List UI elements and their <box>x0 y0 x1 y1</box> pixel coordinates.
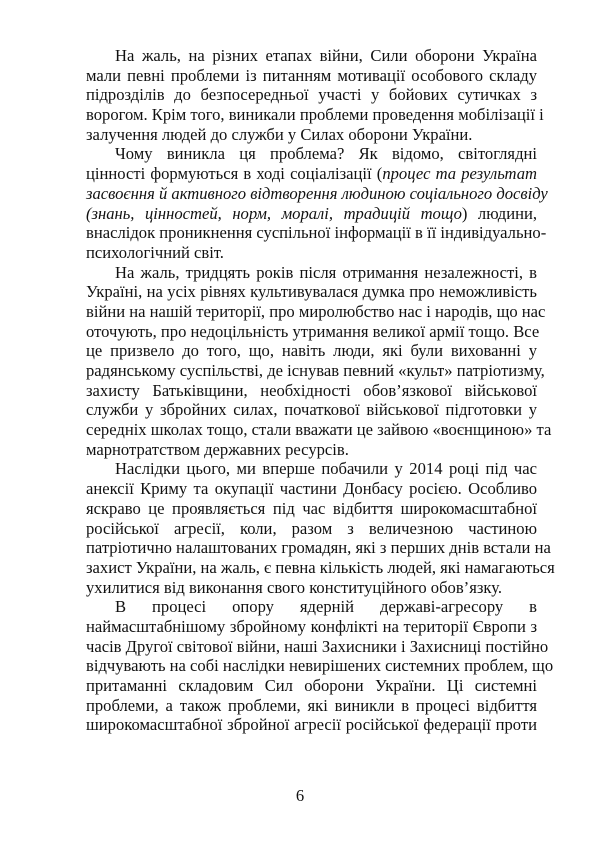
text-line <box>86 243 537 263</box>
text-line <box>86 479 537 499</box>
paragraph <box>86 144 548 262</box>
text-line <box>86 321 540 342</box>
text-line <box>86 499 537 519</box>
text-segment: ухилитися від виконання свого конституційного обов’язку. <box>86 577 502 597</box>
text-segment: притаманні складовим Сил оборони України. Ці системні <box>86 676 537 695</box>
paragraph <box>86 262 552 460</box>
text-line <box>86 204 537 224</box>
text-line <box>86 440 537 460</box>
document-body <box>86 46 555 735</box>
text-line <box>86 617 537 637</box>
text-line <box>86 85 537 105</box>
text-line <box>86 597 537 617</box>
text-line <box>86 400 537 420</box>
text-segment: анексії Криму та окупації частини Донбасу росією. Особливо <box>86 479 537 499</box>
text-segment: Наслідки цього, ми вперше побачили у 2014 році під час <box>115 459 537 479</box>
text-line <box>86 341 537 361</box>
text-segment: середніх школах тощо, стали вважати це зайвою «воєнщиною» та <box>86 420 552 440</box>
text-segment: відчувають на собі наслідки невирішених системних проблем, що <box>86 656 554 676</box>
text-line <box>86 164 537 184</box>
text-line <box>86 144 537 164</box>
text-line <box>86 519 537 539</box>
page-number: 6 <box>295 786 305 805</box>
text-segment: оточують, про недоцільність утримання великої армії тощо. Все <box>86 321 540 341</box>
text-segment: Чому виникла ця проблема? Як відомо, світоглядні <box>115 144 537 164</box>
text-segment: яскраво це проявляється під час відбиття широкомасштабної <box>86 498 537 518</box>
text-segment: російської агресії, коли, разом з величезною частиною <box>86 518 537 538</box>
text-segment: На жаль, тридцять років після отримання незалежності, в <box>115 262 537 282</box>
paragraph <box>86 459 555 597</box>
text-segment: мали певні проблеми із питанням мотивації особового складу <box>86 65 537 85</box>
text-segment: радянському суспільстві, де існував певний «культ» патріотизму, <box>86 361 545 380</box>
italic-text: (знань, цінностей, норм, моралі, традицій тощо <box>86 203 462 223</box>
text-line <box>86 46 537 66</box>
text-segment: війни на нашій території, про миролюбство нас і народів, що нас <box>86 301 546 321</box>
text-line <box>86 381 537 401</box>
text-line <box>86 183 548 204</box>
paragraph <box>86 46 544 144</box>
text-line <box>86 263 537 283</box>
text-segment: цінності формуються в ході соціалізації ( <box>86 164 383 184</box>
text-segment: служби у збройних силах, початкової військової підготовки у <box>86 400 537 420</box>
italic-text: процес та результат <box>382 164 537 184</box>
text-segment: це призвело до того, що, навіть люди, які були вихованні у <box>86 341 537 361</box>
text-segment: ) людини, <box>461 203 537 223</box>
text-segment: внаслідок проникнення суспільної інформації в її індивідуально- <box>86 223 547 243</box>
text-line <box>86 557 555 578</box>
text-segment: психологічний світ. <box>86 242 224 262</box>
text-line <box>86 676 537 696</box>
text-line <box>86 715 537 735</box>
italic-text: засвоєння й активного відтворення людиною соціального досвіду <box>86 183 548 203</box>
text-line <box>86 696 537 716</box>
text-segment: захист України, на жаль, є певна кількість людей, які намагаються <box>86 557 555 577</box>
text-segment: залучення людей до служби у Силах оборони України. <box>86 124 473 144</box>
text-segment: наймасштабнішому збройному конфлікті на території Європи з <box>86 616 537 636</box>
text-segment: В процесі опору ядерній державі-агресору в <box>115 597 537 617</box>
text-segment: Україні, на усіх рівнях культивувалася думка про неможливість <box>86 282 537 302</box>
paragraph <box>86 597 554 735</box>
text-line <box>86 66 537 86</box>
text-segment: часів Другої світової війни, наші Захисники і Захисниці постійно <box>86 636 549 656</box>
text-segment: проблеми, а також проблеми, які виникли в процесі відбиття <box>86 695 537 715</box>
text-line <box>86 282 537 302</box>
text-line <box>86 105 544 125</box>
text-segment: марнотратством державних ресурсів. <box>86 439 349 459</box>
text-line <box>86 223 547 243</box>
text-segment: патріотично налаштованих громадян, які з перших днів встали на <box>86 538 551 558</box>
text-segment: підрозділів до безпосередньої участі у бойових сутичках з <box>86 85 537 105</box>
text-line <box>86 459 537 479</box>
text-segment: широкомасштабної збройної агресії російської федерації проти <box>86 715 537 735</box>
text-line <box>86 125 537 145</box>
text-line <box>86 301 546 322</box>
text-line <box>86 538 551 558</box>
text-line <box>86 578 537 598</box>
text-line <box>86 656 554 676</box>
text-line <box>86 420 552 440</box>
text-segment: захисту Батьківщини, необхідності обов’язкової військової <box>86 380 537 400</box>
text-segment: На жаль, на різних етапах війни, Сили оборони Україна <box>115 46 537 65</box>
text-segment: ворогом. Крім того, виникали проблеми проведення мобілізації і <box>86 105 544 125</box>
text-line <box>86 636 549 657</box>
text-line <box>86 361 545 381</box>
